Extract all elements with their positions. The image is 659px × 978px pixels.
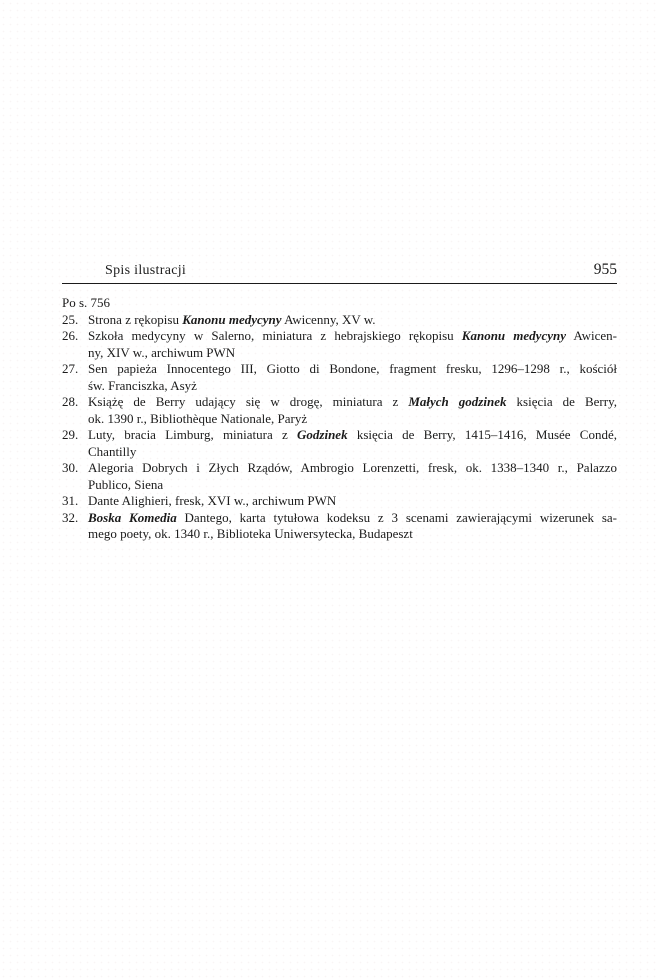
entry-text: ok. 1390 r., Bibliothèque Nationale, Paryż [88, 410, 308, 426]
entry-line [62, 493, 617, 510]
entry-line [62, 411, 617, 428]
entry-line [62, 394, 617, 411]
entry-line [62, 361, 617, 378]
work-title-italic: Kanonu medycyny [461, 328, 566, 343]
list-item [62, 328, 617, 361]
entry-line [62, 378, 617, 395]
work-title-italic: Boska Komedia [88, 509, 177, 525]
item-number: 32. [62, 509, 79, 525]
header-title: Spis ilustracji [105, 263, 187, 278]
intro-line: Po s. 756 [62, 295, 111, 310]
entry-text: ny, XIV w., archiwum PWN [88, 344, 236, 360]
entry-text: Chantilly [88, 443, 137, 459]
list-item [62, 361, 617, 394]
list-item [62, 493, 617, 510]
page-content [62, 261, 617, 543]
entry-text: mego poety, ok. 1340 r., Biblioteka Uniwersytecka, Budapeszt [88, 526, 413, 541]
entry-text: Szkoła medycyny w Salerno, miniatura z hebrajskiego rękopisu [88, 328, 462, 343]
entry-line [62, 427, 617, 444]
entry-text: Luty, bracia Limburg, miniatura z [88, 427, 298, 442]
entry-line [62, 312, 617, 329]
entry-text: Awicenny, XV w. [281, 311, 376, 327]
entries [62, 312, 617, 543]
list-item [62, 510, 617, 543]
work-title-italic: Kanonu medycyny [182, 311, 282, 327]
entry-line [62, 526, 617, 543]
list-item [62, 460, 617, 493]
item-number: 29. [62, 427, 79, 442]
entry-text: księcia de Berry, [506, 394, 617, 409]
item-number: 26. [62, 328, 79, 343]
entry-text: św. Franciszka, Asyż [88, 377, 197, 393]
entry-line [62, 460, 617, 477]
entry-text: Sen papieża Innocentego III, Giotto di Bondone, fragment fresku, 1296–1298 r., kościół [88, 361, 617, 376]
entry-text: księcia de Berry, 1415–1416, Musée Condé, [347, 427, 617, 442]
entry-text: Awicen- [566, 328, 617, 343]
running-header [62, 261, 617, 279]
item-number: 25. [62, 311, 79, 327]
illustration-list [62, 295, 617, 543]
list-item [62, 427, 617, 460]
entry-text: Dante Alighieri, fresk, XVI w., archiwum PWN [88, 493, 337, 508]
work-title-italic: Małych godzinek [408, 394, 507, 409]
entry-text: Publico, Siena [88, 476, 164, 492]
list-item [62, 394, 617, 427]
entry-text: Książę de Berry udający się w drogę, miniatura z [88, 394, 409, 409]
item-number: 31. [62, 493, 79, 508]
work-title-italic: Godzinek [297, 427, 348, 442]
item-number: 30. [62, 460, 79, 475]
entry-line [62, 477, 617, 494]
entry-line [62, 444, 617, 461]
list-item [62, 312, 617, 329]
item-number: 27. [62, 361, 79, 376]
entry-text: Dantego, karta tytułowa kodeksu z 3 scenami zawierającymi wizerunek sa- [176, 509, 617, 525]
entry-text: Strona z rękopisu [88, 311, 183, 327]
entry-line [62, 345, 617, 362]
entry-text: Alegoria Dobrych i Złych Rządów, Ambrogio Lorenzetti, fresk, ok. 1338–1340 r., Palazzo [88, 460, 617, 475]
entry-line [62, 510, 617, 527]
header-rule [62, 283, 617, 284]
item-number: 28. [62, 394, 79, 409]
page-number: 955 [593, 261, 617, 278]
entry-line [62, 328, 617, 345]
